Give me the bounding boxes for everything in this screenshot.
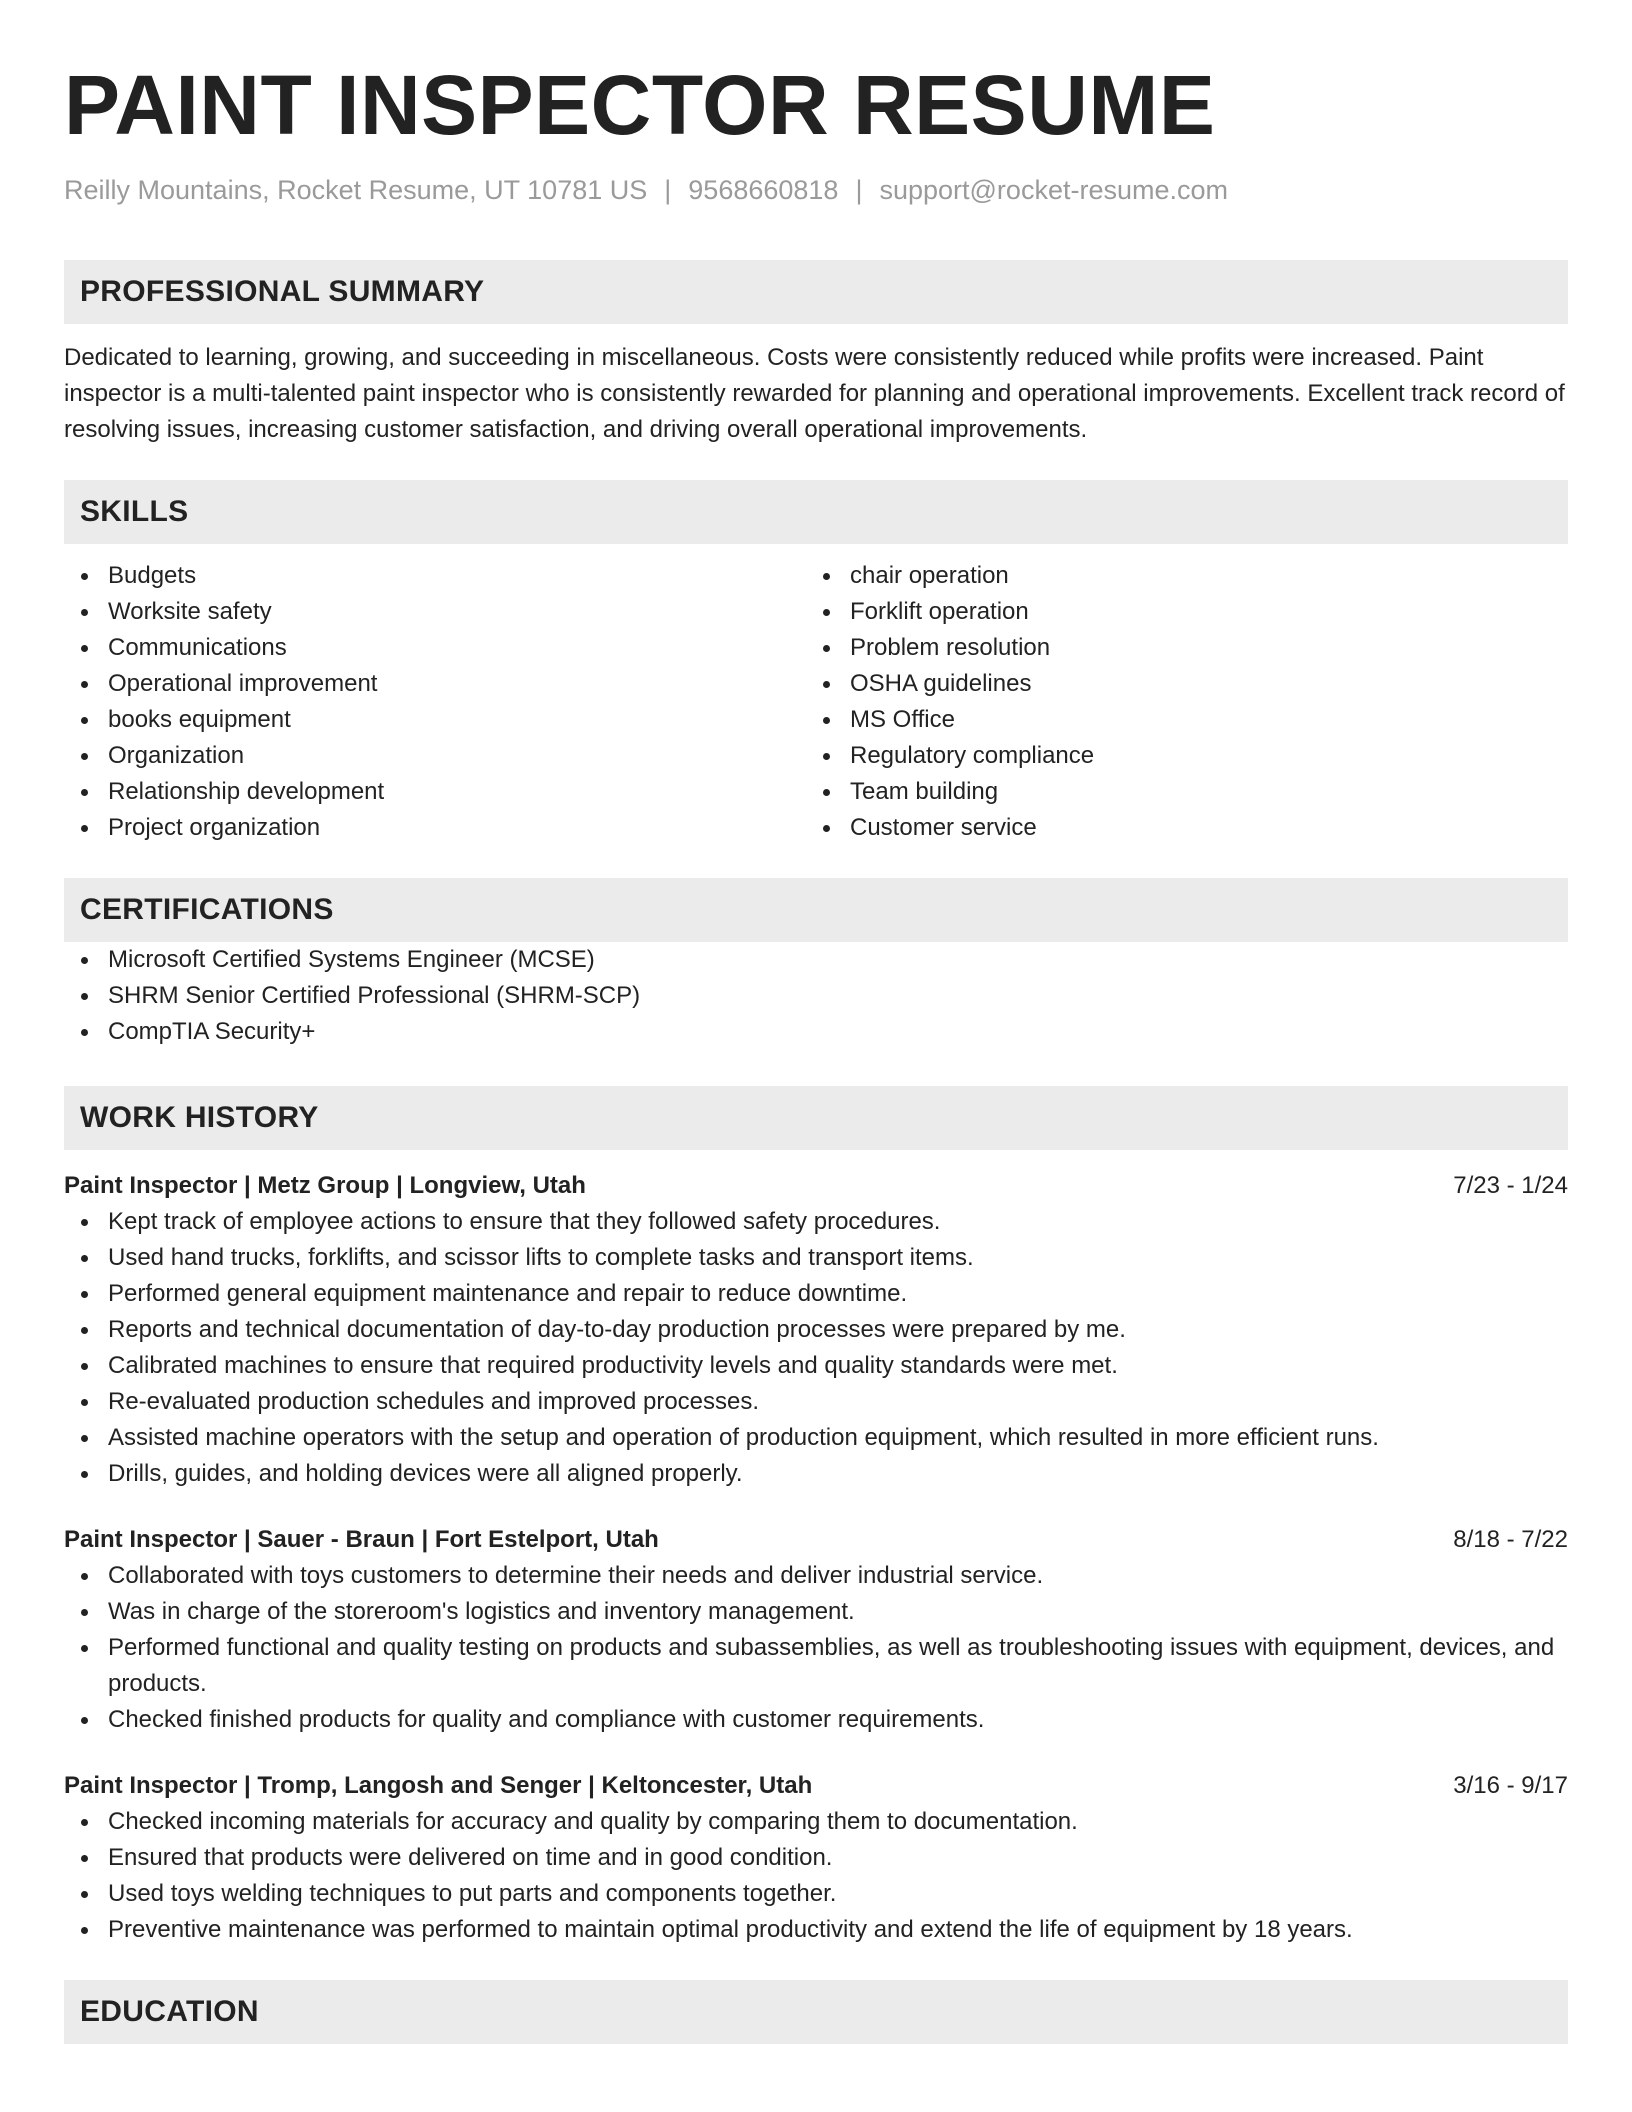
skill-item: books equipment	[64, 702, 806, 738]
skill-item: Communications	[64, 630, 806, 666]
job-bullet: Checked finished products for quality and compliance with customer requirements.	[64, 1702, 1568, 1738]
section-title: PROFESSIONAL SUMMARY	[80, 275, 485, 308]
job-bullet: Kept track of employee actions to ensure that they followed safety procedures.	[64, 1204, 1568, 1240]
contact-separator: |	[664, 175, 672, 205]
skills-column-right	[806, 558, 1548, 846]
summary-text: Dedicated to learning, growing, and succeeding in miscellaneous. Costs were consistently reduced while profits were increased. Paint inspector is a multi-talented paint inspector who is consistently rewarded for planning and operational improvements. Excellent track record of resolving issues, increasing customer satisfaction, and driving overall operational improvements.	[64, 344, 1565, 443]
section-title: SKILLS	[80, 495, 189, 528]
skill-item: Budgets	[64, 558, 806, 594]
job-bullet: Used hand trucks, forklifts, and scissor lifts to complete tasks and transport items.	[64, 1240, 1568, 1276]
skill-item: Worksite safety	[64, 594, 806, 630]
job-header	[64, 1168, 1568, 1204]
certifications-list	[64, 942, 1568, 1050]
contact-phone: 9568660818	[688, 175, 839, 205]
job-bullet: Assisted machine operators with the setup and operation of production equipment, which resulted in more efficient runs.	[64, 1420, 1568, 1456]
job-header	[64, 1768, 1568, 1804]
job-bullet-list	[64, 1204, 1568, 1492]
contact-separator: |	[855, 175, 863, 205]
section-header-skills	[64, 480, 1568, 544]
job-dates: 7/23 - 1/24	[1453, 1172, 1568, 1199]
job-bullet: Used toys welding techniques to put parts and components together.	[64, 1876, 1568, 1912]
job-bullet: Preventive maintenance was performed to maintain optimal productivity and extend the life of equipment by 18 years.	[64, 1912, 1568, 1948]
skills-list-right	[806, 558, 1548, 846]
job-entry	[64, 1768, 1568, 1948]
skill-item: Forklift operation	[806, 594, 1548, 630]
section-header-summary	[64, 260, 1568, 324]
job-bullet: Performed general equipment maintenance and repair to reduce downtime.	[64, 1276, 1568, 1312]
skill-item: Organization	[64, 738, 806, 774]
skills-grid	[64, 558, 1568, 846]
certification-item: Microsoft Certified Systems Engineer (MCSE)	[64, 942, 1568, 978]
skill-item: Customer service	[806, 810, 1548, 846]
skill-item: Operational improvement	[64, 666, 806, 702]
skills-column-left	[64, 558, 806, 846]
job-bullet-list	[64, 1558, 1568, 1738]
job-bullet: Ensured that products were delivered on time and in good condition.	[64, 1840, 1568, 1876]
skill-item: Problem resolution	[806, 630, 1548, 666]
job-title: Paint Inspector | Sauer - Braun | Fort Estelport, Utah	[64, 1526, 659, 1553]
skill-item: chair operation	[806, 558, 1548, 594]
resume-title: PAINT INSPECTOR RESUME	[64, 58, 1216, 152]
section-header-education	[64, 1980, 1568, 2044]
job-header	[64, 1522, 1568, 1558]
skills-list-left	[64, 558, 806, 846]
job-bullet: Was in charge of the storeroom's logistics and inventory management.	[64, 1594, 1568, 1630]
job-bullet: Re-evaluated production schedules and improved processes.	[64, 1384, 1568, 1420]
certification-item: CompTIA Security+	[64, 1014, 1568, 1050]
job-bullet-list	[64, 1804, 1568, 1948]
section-title: CERTIFICATIONS	[80, 893, 334, 926]
contact-line	[64, 172, 1568, 208]
job-bullet: Calibrated machines to ensure that required productivity levels and quality standards were met.	[64, 1348, 1568, 1384]
skill-item: Relationship development	[64, 774, 806, 810]
section-header-certifications	[64, 878, 1568, 942]
job-bullet: Checked incoming materials for accuracy and quality by comparing them to documentation.	[64, 1804, 1568, 1840]
skill-item: OSHA guidelines	[806, 666, 1548, 702]
section-title: WORK HISTORY	[80, 1101, 319, 1134]
contact-address: Reilly Mountains, Rocket Resume, UT 10781 US	[64, 175, 648, 205]
certification-item: SHRM Senior Certified Professional (SHRM-SCP)	[64, 978, 1568, 1014]
job-entry	[64, 1168, 1568, 1492]
job-bullet: Collaborated with toys customers to determine their needs and deliver industrial service.	[64, 1558, 1568, 1594]
job-dates: 8/18 - 7/22	[1453, 1526, 1568, 1553]
job-bullet: Performed functional and quality testing on products and subassemblies, as well as troubleshooting issues with equipment, devices, and products.	[64, 1630, 1568, 1702]
skill-item: MS Office	[806, 702, 1548, 738]
job-bullet: Reports and technical documentation of day-to-day production processes were prepared by me.	[64, 1312, 1568, 1348]
section-header-work-history	[64, 1086, 1568, 1150]
job-title: Paint Inspector | Tromp, Langosh and Senger | Keltoncester, Utah	[64, 1772, 813, 1799]
skill-item: Team building	[806, 774, 1548, 810]
job-title: Paint Inspector | Metz Group | Longview, Utah	[64, 1172, 586, 1199]
section-title: EDUCATION	[80, 1995, 259, 2028]
job-bullet: Drills, guides, and holding devices were all aligned properly.	[64, 1456, 1568, 1492]
job-entry	[64, 1522, 1568, 1738]
contact-email: support@rocket-resume.com	[879, 175, 1228, 205]
job-dates: 3/16 - 9/17	[1453, 1772, 1568, 1799]
skill-item: Regulatory compliance	[806, 738, 1548, 774]
skill-item: Project organization	[64, 810, 806, 846]
